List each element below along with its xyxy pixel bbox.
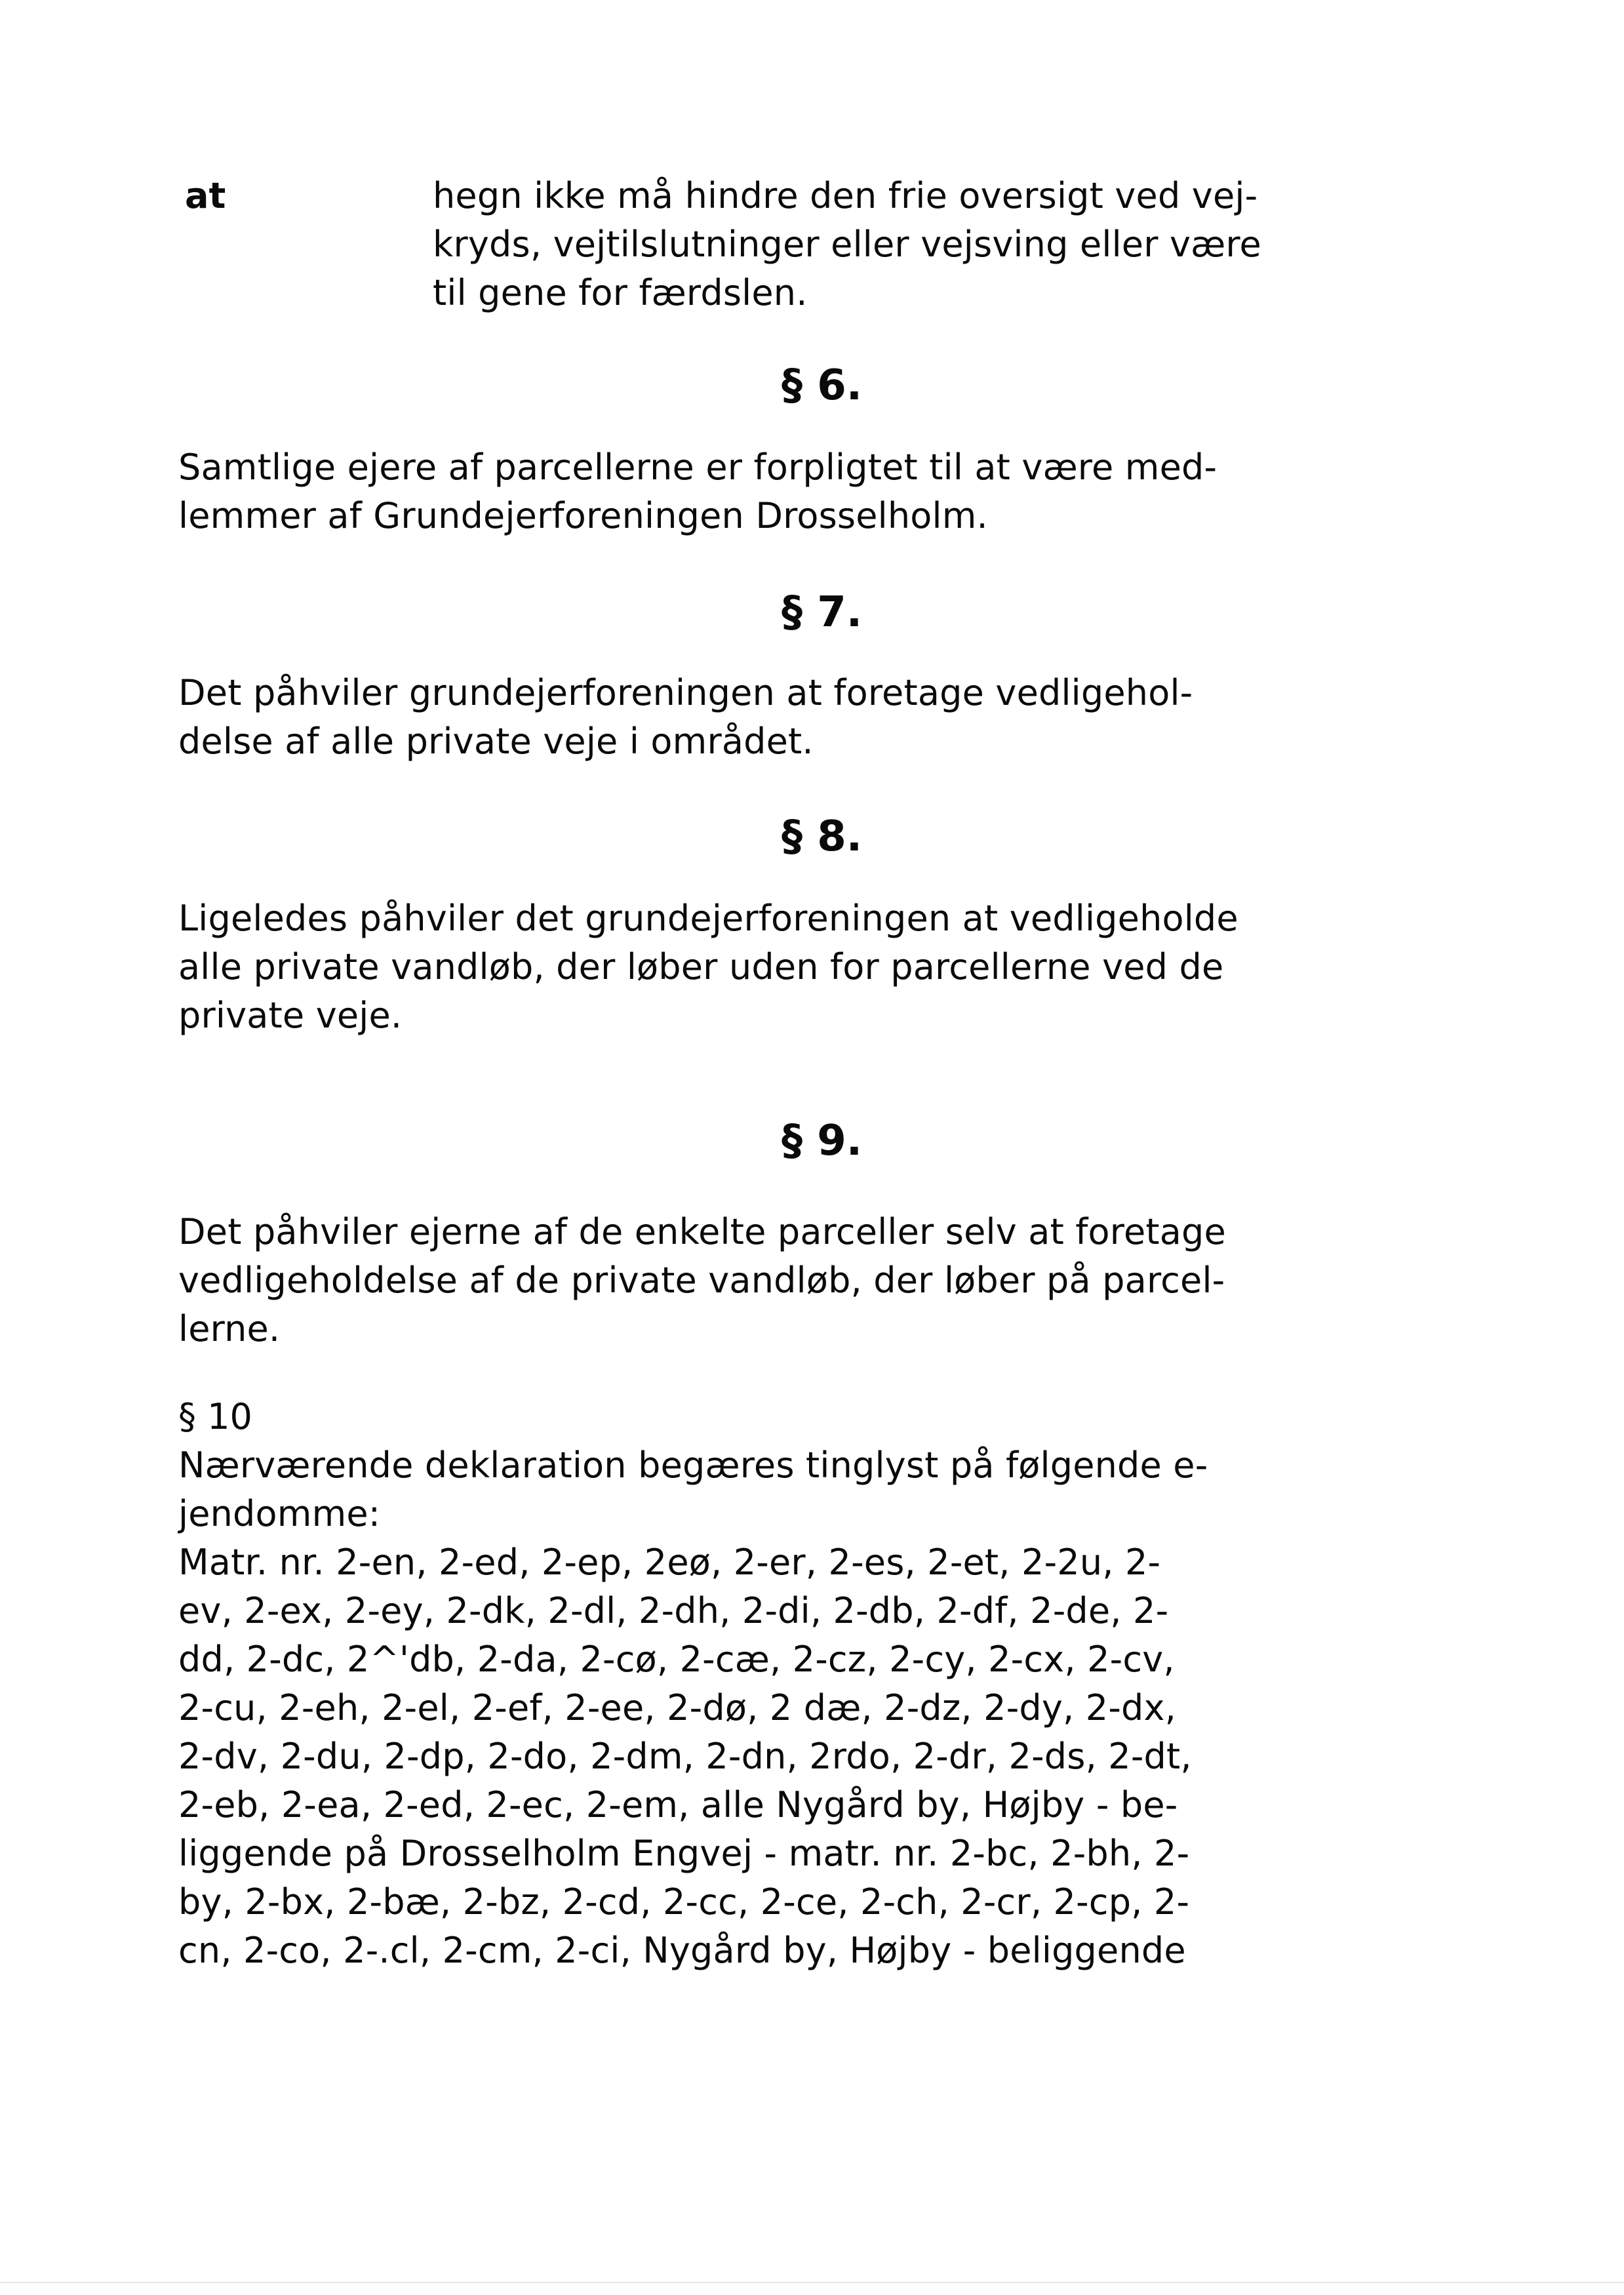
- clause-line: til gene for færdslen.: [433, 272, 808, 313]
- section-6-line: lemmer af Grundejerforeningen Drosselholm.: [178, 495, 988, 536]
- section-10-heading: § 10: [178, 1396, 252, 1437]
- section-10-line: Nærværende deklaration begæres tinglyst på følgende e-: [178, 1445, 1208, 1486]
- section-10-line: cn, 2-co, 2-.cl, 2-cm, 2-ci, Nygård by, Højby - beliggende: [178, 1930, 1186, 1971]
- clause-label: at: [185, 175, 226, 216]
- section-7-heading: § 7.: [781, 588, 863, 637]
- section-10-line: liggende på Drosselholm Engvej - matr. nr. 2-bc, 2-bh, 2-: [178, 1833, 1190, 1874]
- scan-edge-divider: [0, 2282, 1624, 2283]
- section-9-line: lerne.: [178, 1308, 281, 1349]
- section-9-heading: § 9.: [781, 1117, 863, 1165]
- section-10-line: by, 2-bx, 2-bæ, 2-bz, 2-cd, 2-cc, 2-ce, 2-ch, 2-cr, 2-cp, 2-: [178, 1881, 1190, 1923]
- section-10-line: 2-cu, 2-eh, 2-el, 2-ef, 2-ee, 2-dø, 2 dæ, 2-dz, 2-dy, 2-dx,: [178, 1687, 1177, 1728]
- section-10-line: Matr. nr. 2-en, 2-ed, 2-ep, 2eø, 2-er, 2-es, 2-et, 2-2u, 2-: [178, 1542, 1161, 1583]
- section-8-heading: § 8.: [781, 812, 863, 861]
- section-7-line: delse af alle private veje i området.: [178, 721, 814, 762]
- section-10-line: jendomme:: [178, 1493, 381, 1534]
- section-7-line: Det påhviler grundejerforeningen at foretage vedligehol-: [178, 672, 1193, 713]
- section-8-line: Ligeledes påhviler det grundejerforeningen at vedligeholde: [178, 898, 1238, 939]
- section-6-line: Samtlige ejere af parcellerne er forpligtet til at være med-: [178, 447, 1218, 488]
- section-9-line: Det påhviler ejerne af de enkelte parceller selv at foretage: [178, 1211, 1226, 1252]
- section-10-line: 2-dv, 2-du, 2-dp, 2-do, 2-dm, 2-dn, 2rdo, 2-dr, 2-ds, 2-dt,: [178, 1736, 1192, 1777]
- section-9-line: vedligeholdelse af de private vandløb, der løber på parcel-: [178, 1260, 1225, 1301]
- section-6-heading: § 6.: [781, 361, 863, 410]
- section-8-line: alle private vandløb, der løber uden for parcellerne ved de: [178, 946, 1224, 988]
- section-10-line: ev, 2-ex, 2-ey, 2-dk, 2-dl, 2-dh, 2-di, 2-db, 2-df, 2-de, 2-: [178, 1590, 1169, 1631]
- clause-line: kryds, vejtilslutninger eller vejsving eller være: [433, 224, 1261, 265]
- clause-line: hegn ikke må hindre den frie oversigt ved vej-: [433, 175, 1258, 216]
- section-10-line: dd, 2-dc, 2^'db, 2-da, 2-cø, 2-cæ, 2-cz, 2-cy, 2-cx, 2-cv,: [178, 1639, 1175, 1680]
- section-10-line: 2-eb, 2-ea, 2-ed, 2-ec, 2-em, alle Nygård by, Højby - be-: [178, 1784, 1178, 1826]
- section-8-line: private veje.: [178, 995, 403, 1036]
